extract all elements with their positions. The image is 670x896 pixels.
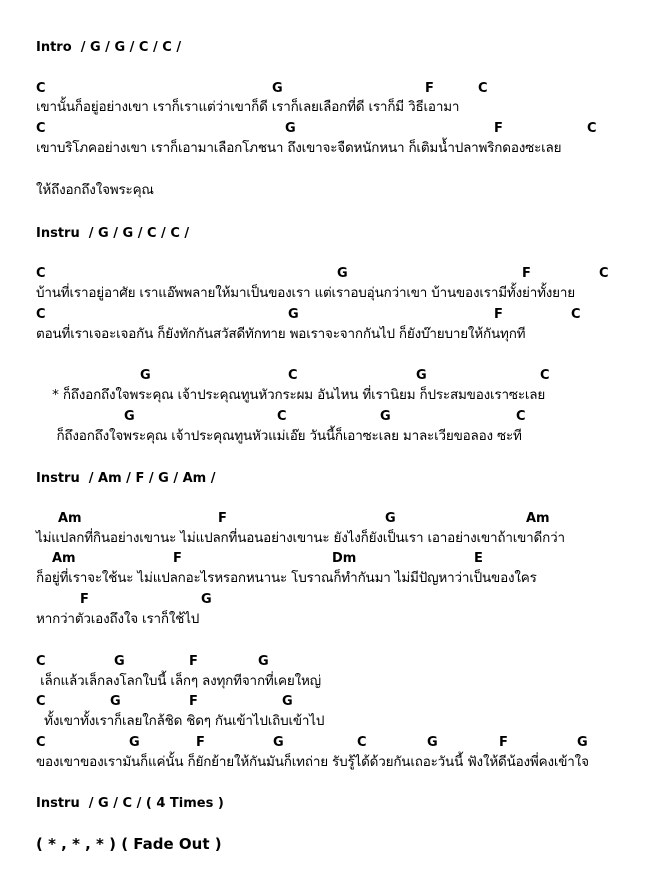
chord-symbol: C	[599, 266, 609, 281]
chord-symbol: Am	[58, 511, 82, 526]
chord-symbol: G	[288, 307, 299, 322]
chord-symbol: E	[474, 551, 483, 566]
chord-symbol: F	[80, 592, 89, 607]
lyric-line: ของเขาของเรามันก็แค่นั้น ก็ยักย้ายให้กันมันก็เทถ่าย รับรู้ได้ด้วยกันเถอะวันนี้ ฟังให้ดีน้องพี่คงเข้าใจ	[36, 754, 589, 770]
chord-symbol: Am	[526, 511, 550, 526]
chord-symbol: G	[201, 592, 212, 607]
chord-symbol: C	[36, 654, 46, 669]
chord-symbol: C	[478, 81, 488, 96]
chord-symbol: G	[285, 121, 296, 136]
chord-symbol: G	[273, 735, 284, 750]
lyric-line: ไม่แปลกที่กินอย่างเขานะ ไม่แปลกที่นอนอย่างเขานะ ยังไงก็ยังเป็นเรา เอาอย่างเขาถ้าเขาดีกว่า	[36, 530, 565, 546]
chord-symbol: G	[272, 81, 283, 96]
chord-row	[0, 368, 670, 384]
chord-symbol: F	[494, 121, 503, 136]
chord-symbol: F	[494, 307, 503, 322]
chord-row	[0, 654, 670, 670]
instru-line: Instru / G / C / ( 4 Times )	[36, 796, 224, 811]
chord-symbol: F	[173, 551, 182, 566]
intro-line: Intro / G / G / C / C /	[36, 40, 182, 55]
chord-symbol: G	[282, 694, 293, 709]
chord-symbol: G	[129, 735, 140, 750]
chord-symbol: C	[587, 121, 597, 136]
chord-row	[0, 551, 670, 567]
lyric-line: * ก็ถึงอกถึงใจพระคุณ เจ้าประคุณทูนหัวกระผม อันไหน ที่เรานิยม ก็ประสมของเราซะเลย	[44, 387, 546, 403]
chord-symbol: C	[36, 266, 46, 281]
chord-symbol: F	[218, 511, 227, 526]
outro-line: ( * , * , * ) ( Fade Out )	[36, 835, 222, 853]
lyric-line: ก็อยู่ที่เราจะใช้นะ ไม่แปลกอะไรหรอกหนานะ โบราณก็ทำกันมา ไม่มีปัญหาว่าเป็นของใคร	[36, 570, 537, 586]
chord-row	[0, 694, 670, 710]
chord-row	[0, 121, 670, 137]
lyric-line: ก็ถึงอกถึงใจพระคุณ เจ้าประคุณทูนหัวแม่เอ๊ย วันนี้ก็เอาซะเลย มาละเวียขอลอง ซะที	[36, 428, 522, 444]
lyric-line: ทั้งเขาทั้งเราก็เลยใกล้ชิด ชิดๆ กันเข้าไปเถิบเข้าไป	[36, 713, 325, 729]
chord-row	[0, 307, 670, 323]
chord-symbol: G	[427, 735, 438, 750]
instru-line: Instru / Am / F / G / Am /	[36, 471, 216, 486]
chord-symbol: G	[124, 409, 135, 424]
chord-symbol: G	[258, 654, 269, 669]
chord-row	[0, 409, 670, 425]
chord-symbol: C	[571, 307, 581, 322]
chord-symbol: G	[337, 266, 348, 281]
chord-row	[0, 592, 670, 608]
chord-symbol: C	[36, 694, 46, 709]
chord-symbol: G	[577, 735, 588, 750]
chord-symbol: C	[36, 307, 46, 322]
lyric-line: เล็กแล้วเล็กลงโลกใบนี้ เล็กๆ ลงทุกทีจากที่เคยใหญ่	[36, 673, 321, 689]
chord-row	[0, 511, 670, 527]
lyric-line: เขานั้นก็อยู่อย่างเขา เราก็เราแต่ว่าเขาก็ดี เราก็เลยเลือกที่ดี เราก็มี วิธีเอามา	[36, 99, 460, 115]
lyric-line: เขาบริโภคอย่างเขา เราก็เอามาเลือกโภชนา ถึงเขาจะจืดหนักหนา ก็เติมน้ำปลาพริกดองซะเลย	[36, 140, 562, 156]
chord-symbol: C	[516, 409, 526, 424]
chord-symbol: G	[416, 368, 427, 383]
lyric-line: บ้านที่เราอยู่อาศัย เราแอ๊พพลายให้มาเป็นของเรา แต่เราอบอุ่นกว่าเขา บ้านของเรามีทั้งย่าทั้งยาย	[36, 285, 575, 301]
chord-symbol: F	[522, 266, 531, 281]
chord-symbol: C	[288, 368, 298, 383]
chord-symbol: C	[357, 735, 367, 750]
chord-symbol: F	[189, 694, 198, 709]
instru-line: Instru / G / G / C / C /	[36, 226, 190, 241]
chord-symbol: F	[196, 735, 205, 750]
chord-symbol: C	[277, 409, 287, 424]
chord-symbol: C	[36, 121, 46, 136]
chord-symbol: G	[114, 654, 125, 669]
chord-row	[0, 81, 670, 97]
chord-symbol: Dm	[332, 551, 357, 566]
lyric-line: ให้ถึงอกถึงใจพระคุณ	[36, 182, 154, 198]
chord-symbol: C	[540, 368, 550, 383]
chord-row	[0, 735, 670, 751]
chord-symbol: F	[499, 735, 508, 750]
chord-symbol: C	[36, 735, 46, 750]
chord-symbol: F	[189, 654, 198, 669]
chord-symbol: F	[425, 81, 434, 96]
chord-row	[0, 266, 670, 282]
chord-symbol: G	[140, 368, 151, 383]
lyric-line: หากว่าตัวเองถึงใจ เราก็ใช้ไป	[36, 611, 200, 627]
chord-symbol: G	[385, 511, 396, 526]
chord-symbol: Am	[52, 551, 76, 566]
lyric-line: ตอนที่เราเจอะเจอกัน ก็ยังทักกันสวัสดีทักทาย พอเราจะจากกันไป ก็ยังบ๊ายบายให้กันทุกที	[36, 326, 526, 342]
chord-symbol: C	[36, 81, 46, 96]
chord-symbol: G	[110, 694, 121, 709]
chord-symbol: G	[380, 409, 391, 424]
